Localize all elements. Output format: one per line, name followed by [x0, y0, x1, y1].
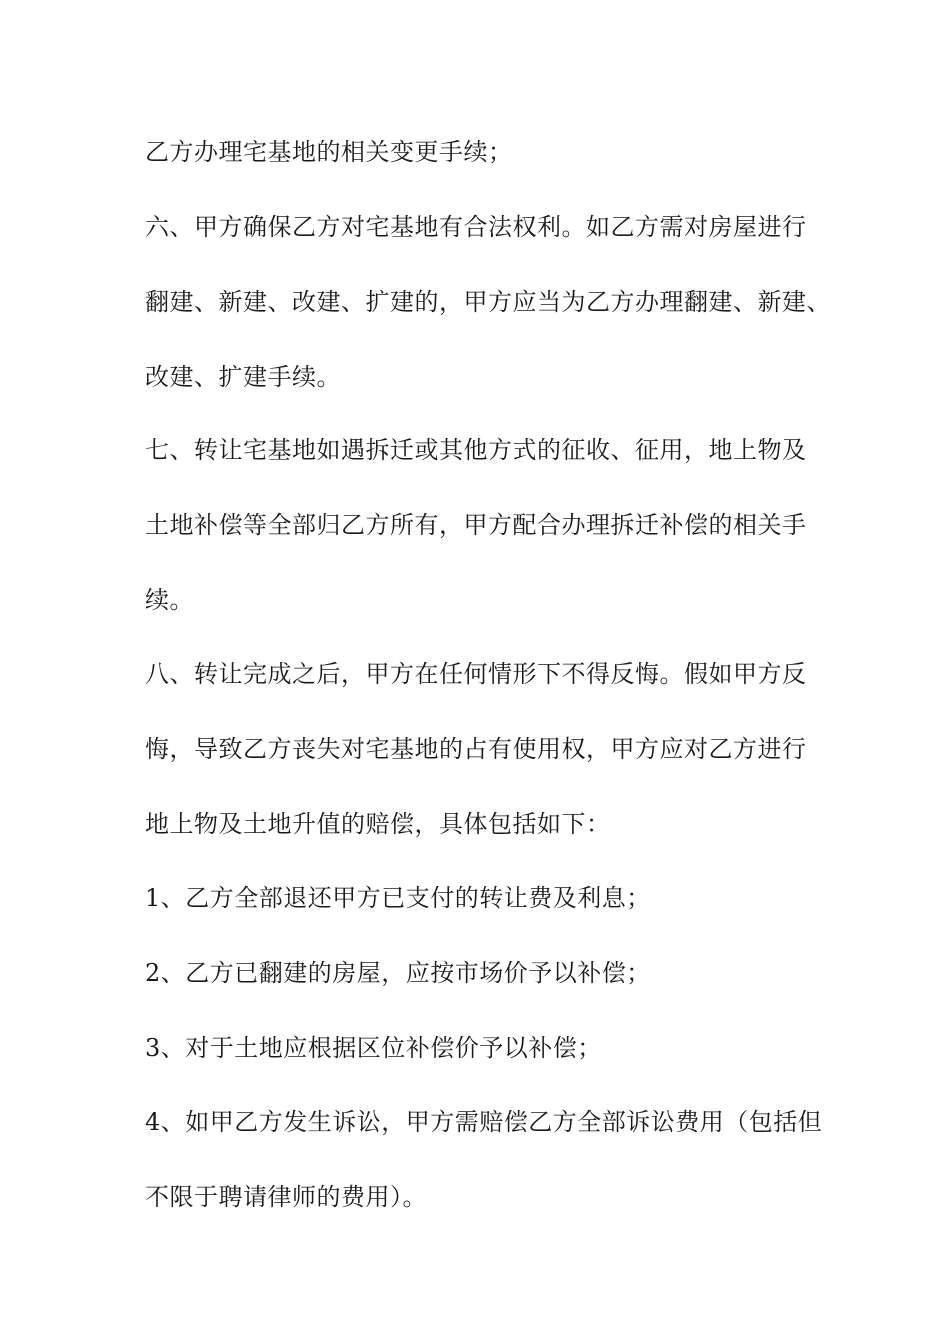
list-item: 4、如甲乙方发生诉讼，甲方需赔偿乙方全部诉讼费用（包括但	[145, 1108, 823, 1136]
list-item: 1、乙方全部退还甲方已支付的转让费及利息；	[145, 884, 651, 912]
text-line: 改建、扩建手续。	[145, 363, 341, 391]
text-line: 地上物及土地升值的赔偿，具体包括如下：	[145, 810, 611, 838]
text-line: 八、转让完成之后，甲方在任何情形下不得反悔。假如甲方反	[145, 660, 807, 688]
text-line: 不限于聘请律师的费用）。	[145, 1183, 427, 1211]
text-line: 六、甲方确保乙方对宅基地有合法权利。如乙方需对房屋进行	[145, 213, 807, 241]
text-line: 翻建、新建、改建、扩建的，甲方应当为乙方办理翻建、新建、	[145, 288, 831, 316]
text-line: 七、转让宅基地如遇拆迁或其他方式的征收、征用，地上物及	[145, 436, 807, 464]
text-line: 悔，导致乙方丧失对宅基地的占有使用权，甲方应对乙方进行	[145, 735, 807, 763]
list-item: 3、对于土地应根据区位补偿价予以补偿；	[145, 1034, 602, 1062]
text-line: 土地补偿等全部归乙方所有，甲方配合办理拆迁补偿的相关手	[145, 511, 807, 539]
text-line: 续。	[145, 586, 194, 614]
text-line: 乙方办理宅基地的相关变更手续；	[145, 138, 513, 166]
list-item: 2、乙方已翻建的房屋，应按市场价予以补偿；	[145, 959, 651, 987]
